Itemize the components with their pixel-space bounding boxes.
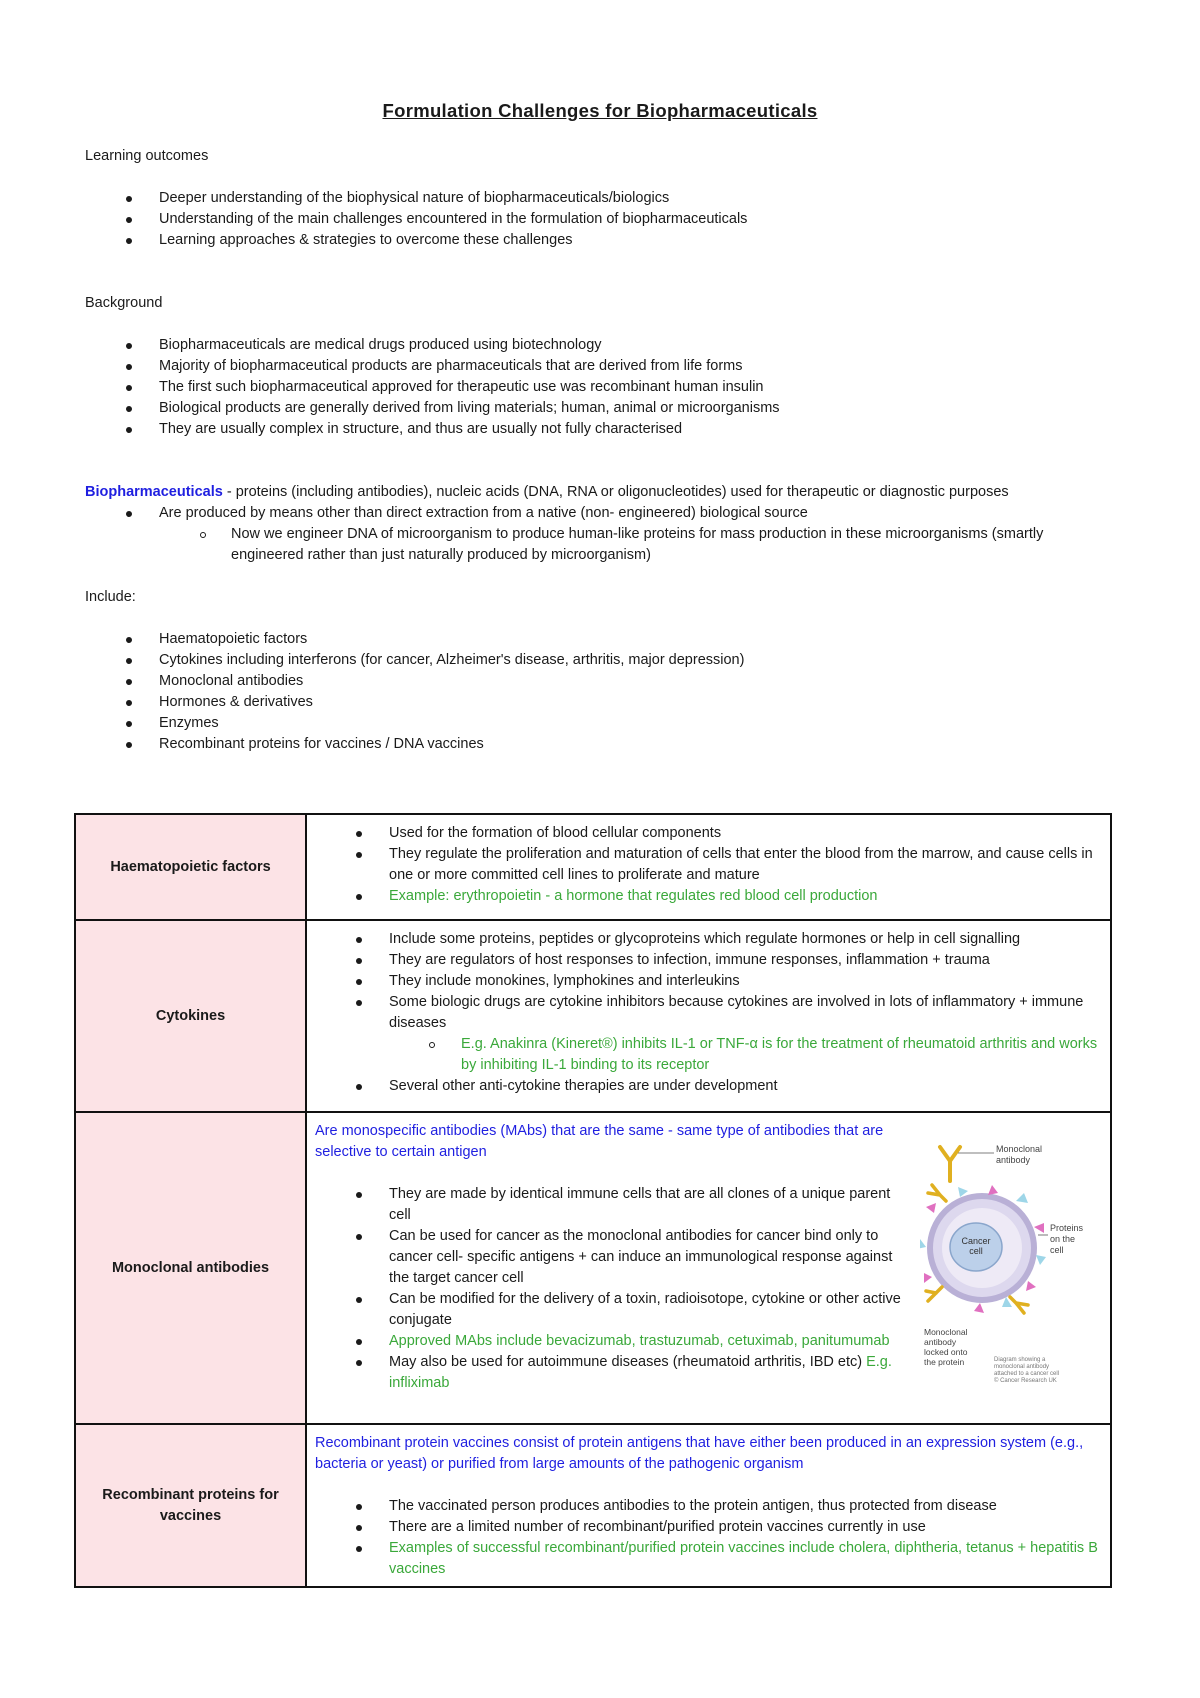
list-item: Learning approaches & strategies to overcome these challenges bbox=[85, 230, 1115, 251]
list-item: Biological products are generally derived from living materials; human, animal or microorganisms bbox=[85, 398, 1115, 419]
label-proteins-on-cell: Proteins on the cell bbox=[1050, 1223, 1084, 1255]
list-item: They include monokines, lymphokines and interleukins bbox=[307, 971, 1104, 992]
list-item bbox=[307, 1352, 907, 1394]
row-content-monoclonal bbox=[306, 1112, 1111, 1424]
background-heading: Background bbox=[85, 295, 163, 311]
list-item: They regulate the proliferation and maturation of cells that enter the blood from the marrow, and cause cells in one or more committed cell lines to proliferate and mature bbox=[307, 844, 1104, 886]
list-item: Monoclonal antibodies bbox=[85, 671, 1115, 692]
list-item: Several other anti-cytokine therapies are under development bbox=[307, 1076, 1104, 1097]
label-monoclonal-antibody: Monoclonal antibody bbox=[996, 1144, 1043, 1165]
row-content-vaccines bbox=[306, 1424, 1111, 1587]
row-label-monoclonal: Monoclonal antibodies bbox=[75, 1112, 306, 1424]
monoclonal-intro: Are monospecific antibodies (MAbs) that are the same - same type of antibodies that are selective to certain antigen bbox=[315, 1123, 884, 1160]
example-item: E.g. Anakinra (Kineret®) inhibits IL-1 or TNF-α is for the treatment of rheumatoid arthritis and works by inhibiting IL-1 binding to its receptor bbox=[307, 1034, 1104, 1076]
example-item: Examples of successful recombinant/purified protein vaccines include cholera, diphtheria, tetanus + hepatitis B vaccines bbox=[307, 1538, 1104, 1580]
list-item: There are a limited number of recombinant/purified protein vaccines currently in use bbox=[307, 1517, 1104, 1538]
page-title: Formulation Challenges for Biopharmaceuticals bbox=[382, 100, 818, 121]
list-item: Enzymes bbox=[85, 713, 1115, 734]
row-label-cytokines: Cytokines bbox=[75, 920, 306, 1112]
label-locked-antibody: Monoclonal antibody locked onto the protein bbox=[924, 1327, 968, 1367]
label-cancer-cell: Cancer cell bbox=[961, 1236, 991, 1256]
list-item: The vaccinated person produces antibodies to the protein antigen, thus protected from disease bbox=[307, 1496, 1104, 1517]
list-item: Understanding of the main challenges encountered in the formulation of biopharmaceuticals bbox=[85, 209, 1115, 230]
row-label-haematopoietic: Haematopoietic factors bbox=[75, 814, 306, 920]
include-list bbox=[85, 629, 1115, 755]
definition-sublist bbox=[85, 524, 1115, 566]
list-item: They are usually complex in structure, and thus are usually not fully characterised bbox=[85, 419, 1115, 440]
list-item: Can be used for cancer as the monoclonal antibodies for cancer bind only to cancer cell- specific antigens + can induce an immunological response against the target cancer cell bbox=[307, 1226, 907, 1289]
table-row bbox=[75, 920, 1111, 1112]
background-list bbox=[85, 335, 1115, 440]
list-item: The first such biopharmaceutical approved for therapeutic use was recombinant human insulin bbox=[85, 377, 1115, 398]
definition-text: - proteins (including antibodies), nucleic acids (DNA, RNA or oligonucleotides) used for therapeutic or diagnostic purposes bbox=[222, 484, 1009, 500]
table-row bbox=[75, 814, 1111, 920]
list-item: Recombinant proteins for vaccines / DNA vaccines bbox=[85, 734, 1115, 755]
list-item: Biopharmaceuticals are medical drugs produced using biotechnology bbox=[85, 335, 1115, 356]
biopharmaceutical-types-table bbox=[74, 813, 1112, 1588]
list-item: They are regulators of host responses to infection, immune responses, inflammation + trauma bbox=[307, 950, 1104, 971]
list-item: Cytokines including interferons (for cancer, Alzheimer's disease, arthritis, major depression) bbox=[85, 650, 1115, 671]
antibody-icon bbox=[940, 1147, 960, 1181]
list-item: Deeper understanding of the biophysical nature of biopharmaceuticals/biologics bbox=[85, 188, 1115, 209]
list-item: Majority of biopharmaceutical products are pharmaceuticals that are derived from life forms bbox=[85, 356, 1115, 377]
row-content-haematopoietic bbox=[306, 814, 1111, 920]
definition-list bbox=[85, 503, 1115, 524]
document-page bbox=[85, 100, 1115, 755]
list-item: Now we engineer DNA of microorganism to produce human-like proteins for mass production in these microorganisms (smartly engineered rather than just naturally produced by microorganism) bbox=[85, 524, 1115, 566]
example-item: Example: erythropoietin - a hormone that regulates red blood cell production bbox=[307, 886, 1104, 907]
vaccines-intro: Recombinant protein vaccines consist of protein antigens that have either been produced in an expression system (e.g., bacteria or yeast) or purified from large amounts of the pathogenic organism bbox=[315, 1435, 1084, 1472]
list-item: Used for the formation of blood cellular components bbox=[307, 823, 1104, 844]
list-item: Can be modified for the delivery of a toxin, radioisotope, cytokine or other active conjugate bbox=[307, 1289, 907, 1331]
autoimmune-text: May also be used for autoimmune diseases (rheumatoid arthritis, IBD etc) bbox=[389, 1354, 867, 1370]
row-label-vaccines: Recombinant proteins for vaccines bbox=[75, 1424, 306, 1587]
list-item: Haematopoietic factors bbox=[85, 629, 1115, 650]
list-item: Are produced by means other than direct extraction from a native (non- engineered) biological source bbox=[85, 503, 1115, 524]
list-item: Some biologic drugs are cytokine inhibitors because cytokines are involved in lots of inflammatory + immune diseases bbox=[307, 992, 1104, 1034]
infliximab-example: E.g. infliximab bbox=[389, 1354, 892, 1391]
include-heading: Include: bbox=[85, 589, 136, 605]
list-item: They are made by identical immune cells that are all clones of a unique parent cell bbox=[307, 1184, 907, 1226]
list-item: Hormones & derivatives bbox=[85, 692, 1115, 713]
diagram-caption: Diagram showing a monoclonal antibody attached to a cancer cell © Cancer Research UK bbox=[994, 1357, 1060, 1384]
monoclonal-antibody-diagram bbox=[920, 1143, 1096, 1401]
learning-outcomes-heading: Learning outcomes bbox=[85, 148, 209, 164]
definition-paragraph bbox=[85, 482, 1115, 503]
table-row bbox=[75, 1112, 1111, 1424]
list-item: Include some proteins, peptides or glycoproteins which regulate hormones or help in cell signalling bbox=[307, 929, 1104, 950]
row-content-cytokines bbox=[306, 920, 1111, 1112]
example-item: Approved MAbs include bevacizumab, trastuzumab, cetuximab, panitumumab bbox=[307, 1331, 907, 1352]
learning-outcomes-list bbox=[85, 188, 1115, 251]
definition-term: Biopharmaceuticals bbox=[85, 484, 223, 500]
table-row bbox=[75, 1424, 1111, 1587]
